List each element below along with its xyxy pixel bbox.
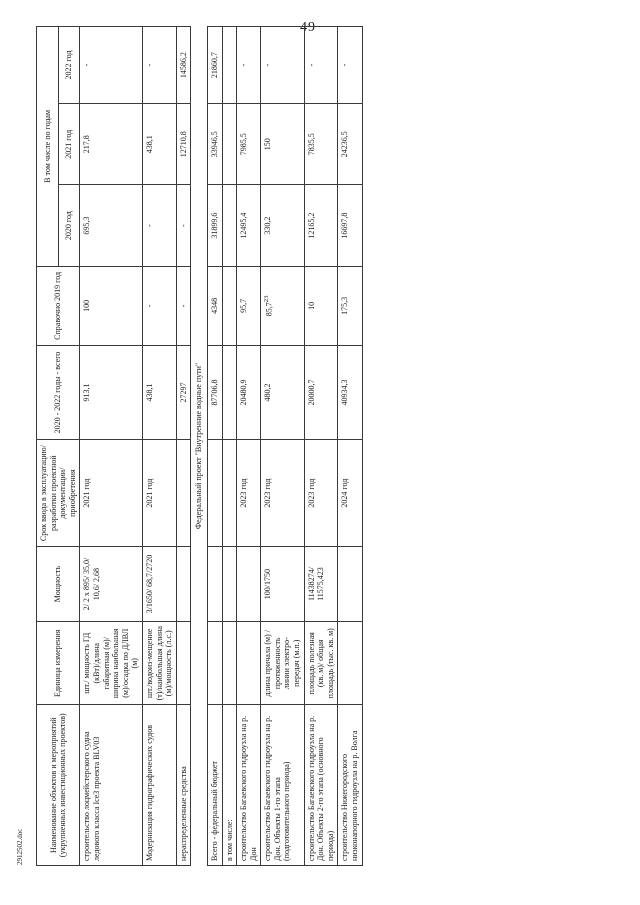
cell-unit <box>222 622 237 705</box>
cell-2022: 21860,7 <box>207 27 222 104</box>
header-deadline: Срок ввода в эксплуатацию/ разработки проектной документации/ приобретения <box>37 440 80 547</box>
cell-ref2019: 175,3 <box>338 266 362 345</box>
header-unit: Единица измерения <box>37 622 80 705</box>
section-title: Федеральный проект "Внутренние водные пути" <box>191 27 208 866</box>
cell-2020: 12495,4 <box>237 185 261 266</box>
header-ref2019: Справочно 2019 год <box>37 266 80 345</box>
budget-table <box>36 26 363 866</box>
cell-deadline <box>176 440 191 547</box>
cell-capacity <box>176 547 191 622</box>
header-by-years: В том числе по годам <box>37 27 59 267</box>
section-row <box>191 27 208 866</box>
cell-2021: 7835,5 <box>304 104 338 185</box>
cell-2022: - <box>142 27 176 104</box>
cell-deadline: 2023 год <box>261 440 304 547</box>
cell-2020: 31899,6 <box>207 185 222 266</box>
cell-name: Модернизация гидрографических судов <box>142 705 176 866</box>
cell-deadline: 2021 год <box>142 440 176 547</box>
cell-capacity: 3/1650/ 68,7/2720 <box>142 547 176 622</box>
table-row <box>304 27 338 866</box>
cell-capacity: 2/ 2 x 895/ 35,0/ 10,6/ 2,68 <box>80 547 143 622</box>
cell-ref2019: 4348 <box>207 266 222 345</box>
cell-name: Всего - федеральный бюджет <box>207 705 222 866</box>
document-filename: 2912502.doc <box>16 828 24 865</box>
cell-name: в том числе: <box>222 705 237 866</box>
header-2020: 2020 год <box>58 185 80 266</box>
cell-unit: длина причала (м) / протяженность линии электро-передач (м.п.) <box>261 622 304 705</box>
cell-total: 87706,8 <box>207 345 222 439</box>
cell-total: 27297 <box>176 345 191 439</box>
cell-unit <box>338 622 362 705</box>
cell-2022 <box>222 27 237 104</box>
cell-total <box>222 345 237 439</box>
cell-2021: 33946,5 <box>207 104 222 185</box>
cell-deadline: 2021 год <box>80 440 143 547</box>
cell-ref2019: - <box>176 266 191 345</box>
cell-total: 20000,7 <box>304 345 338 439</box>
cell-unit <box>176 622 191 705</box>
cell-deadline <box>207 440 222 547</box>
header-2021: 2021 год <box>58 104 80 185</box>
header-2022: 2022 год <box>58 27 80 104</box>
cell-2020: 12165,2 <box>304 185 338 266</box>
cell-2022: - <box>80 27 143 104</box>
table-row <box>338 27 362 866</box>
cell-ref2019 <box>222 266 237 345</box>
header-total: 2020 - 2022 годы - всего <box>37 345 80 439</box>
cell-2022: - <box>237 27 261 104</box>
cell-unit: шт./ мощность ГД (кВт)/длина габаритная (м)/ширина наибольшая (м)/осадка по ДЛВЛ (м) <box>80 622 143 705</box>
cell-name: строительство Багаевского гидроузла на р. Дон. Объекты 1-го этапа (подготовительного периода) <box>261 705 304 866</box>
cell-2020: - <box>176 185 191 266</box>
cell-2022: 14586,2 <box>176 27 191 104</box>
table-row <box>207 27 222 866</box>
table-row <box>261 27 304 866</box>
cell-capacity: 100/1750 <box>261 547 304 622</box>
table-row <box>222 27 237 866</box>
cell-total: 913,1 <box>80 345 143 439</box>
cell-deadline: 2023 год <box>237 440 261 547</box>
rotated-page-body <box>0 15 640 880</box>
cell-ref2019: 10 <box>304 266 338 345</box>
cell-2021: 438,1 <box>142 104 176 185</box>
cell-2020: - <box>142 185 176 266</box>
cell-unit: шт./водоиз-мещение (т)/наибольшая длина (м)/мощность (л.с.) <box>142 622 176 705</box>
cell-deadline <box>222 440 237 547</box>
cell-total: 438,1 <box>142 345 176 439</box>
page-number: 49 <box>300 20 316 35</box>
cell-ref2019: 100 <box>80 266 143 345</box>
cell-capacity <box>222 547 237 622</box>
cell-name: строительство Нижегородского низконапорного гидроузла на р. Волга <box>338 705 362 866</box>
cell-name: строительство Багаевского гидроузла на р. Дон. Объекты 2-го этапа (основного периода) <box>304 705 338 866</box>
cell-2022: - <box>338 27 362 104</box>
cell-name: строительство Багаевского гидроузла на р. Дон <box>237 705 261 866</box>
cell-2020 <box>222 185 237 266</box>
cell-total: 40934,3 <box>338 345 362 439</box>
cell-2022: - <box>261 27 304 104</box>
cell-2021: 7985,5 <box>237 104 261 185</box>
cell-ref2019: - <box>142 266 176 345</box>
cell-2021: 150 <box>261 104 304 185</box>
cell-name: нераспределенные средства <box>176 705 191 866</box>
header-capacity: Мощность <box>37 547 80 622</box>
cell-2022: - <box>304 27 338 104</box>
table-row <box>142 27 176 866</box>
cell-2021: 12710,8 <box>176 104 191 185</box>
cell-name: строительство лоцмейстерского судна ледового класса Ice3 проекта BLV03 <box>80 705 143 866</box>
cell-2020: 695,3 <box>80 185 143 266</box>
ref2019-value: 85,7 <box>264 302 274 317</box>
cell-unit: площадь полезная (кв. м)/ общая площадь (тыс. кв. м) <box>304 622 338 705</box>
cell-ref2019: 95,7 <box>237 266 261 345</box>
cell-capacity <box>207 547 222 622</box>
footnote-mark: 23 <box>263 295 271 303</box>
cell-unit <box>237 622 261 705</box>
table-row <box>237 27 261 866</box>
table-row <box>176 27 191 866</box>
cell-capacity <box>338 547 362 622</box>
header-name: Наименование объектов и мероприятий (укрупненных инвестиционных проектов) <box>37 705 80 866</box>
cell-2021 <box>222 104 237 185</box>
cell-total: 20480,9 <box>237 345 261 439</box>
cell-capacity: 11438274/ 11575,423 <box>304 547 338 622</box>
cell-deadline: 2023 год <box>304 440 338 547</box>
cell-capacity <box>237 547 261 622</box>
cell-2020: 330,2 <box>261 185 304 266</box>
table-row <box>80 27 143 866</box>
cell-unit <box>207 622 222 705</box>
cell-2021: 217,8 <box>80 104 143 185</box>
cell-2021: 24236,5 <box>338 104 362 185</box>
cell-ref2019 <box>261 266 304 345</box>
cell-deadline: 2024 год <box>338 440 362 547</box>
cell-2020: 16697,8 <box>338 185 362 266</box>
cell-total: 480,2 <box>261 345 304 439</box>
